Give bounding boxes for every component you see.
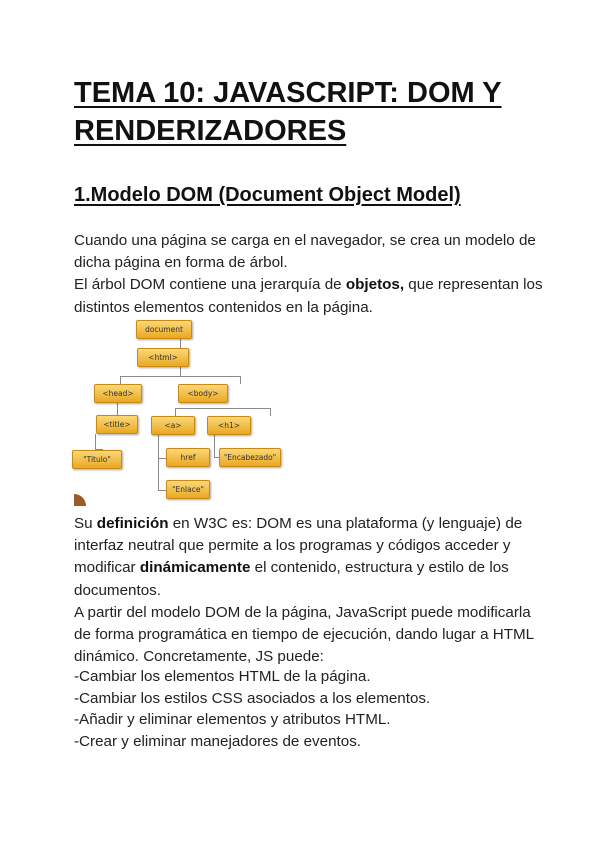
tree-node-encabezado: "Encabezado"	[219, 448, 281, 467]
connector-line	[180, 339, 181, 348]
def-bold-definicion: definición	[96, 515, 169, 532]
connector-line	[120, 376, 240, 377]
tree-node-href: href	[166, 448, 210, 467]
connector-line	[117, 403, 118, 415]
tree-node-h1: <h1>	[207, 416, 251, 435]
connector-line	[240, 376, 241, 384]
connector-line	[158, 490, 166, 491]
connector-line	[214, 435, 215, 457]
page-title: TEMA 10: JAVASCRIPT: DOM Y RENDERIZADORES	[74, 77, 502, 147]
connector-line	[158, 458, 166, 459]
tree-node-body: <body>	[178, 384, 228, 403]
connector-line	[175, 408, 176, 416]
tree-node-title-tag: <title>	[96, 415, 138, 434]
def-text-1: Su	[74, 515, 97, 532]
connector-line	[95, 434, 96, 449]
connector-line	[158, 435, 159, 490]
connector-line	[180, 367, 181, 376]
list-item: -Añadir y eliminar elementos y atributos HTML.	[74, 711, 391, 728]
capabilities-list	[74, 666, 430, 752]
section-heading: 1.Modelo DOM (Document Object Model)	[74, 184, 461, 206]
tree-node-title-text: "Titulo"	[72, 450, 122, 469]
list-item: -Cambiar los estilos CSS asociados a los elementos.	[74, 689, 431, 707]
def-text-3: el contenido, estructura y estilo de los documentos.	[74, 559, 509, 599]
tree-node-html: <html>	[137, 348, 189, 367]
connector-line	[270, 408, 271, 416]
definition-paragraph	[74, 513, 544, 668]
connector-line	[120, 376, 121, 384]
intro-paragraph	[74, 230, 544, 319]
dom-tree-diagram	[60, 310, 300, 510]
connector-line	[175, 408, 270, 409]
list-item: -Crear y eliminar manejadores de eventos.	[74, 732, 362, 750]
tree-node-head: <head>	[94, 384, 142, 403]
intro-sentence-2c: que representan los distintos elementos contenidos en la página.	[74, 276, 543, 316]
def-text-2: en W3C es: DOM es una plataforma (y lenguaje) de interfaz neutral que permite a los programas y códigos acceder y modificar	[74, 515, 523, 577]
tree-node-document: document	[136, 320, 192, 339]
tree-node-a: <a>	[151, 416, 195, 435]
list-item: -Cambiar los elementos HTML de la página.	[74, 668, 371, 685]
def-sentence-2: A partir del modelo DOM de la página, JavaScript puede modificarla de forma programática en tiempo de ejecución, dando lugar a HTML dinámico. Concretamente, JS puede:	[74, 603, 534, 666]
tree-node-enlace: "Enlace"	[166, 480, 210, 499]
def-bold-dinamicamente: dinámicamente	[139, 559, 251, 577]
intro-sentence-1: Cuando una página se carga en el navegador, se crea un modelo de dicha página en forma de árbol.	[74, 232, 536, 272]
intro-sentence-2a: El árbol DOM contiene una jerarquía de	[74, 276, 346, 294]
intro-bold-objetos: objetos,	[345, 276, 405, 294]
